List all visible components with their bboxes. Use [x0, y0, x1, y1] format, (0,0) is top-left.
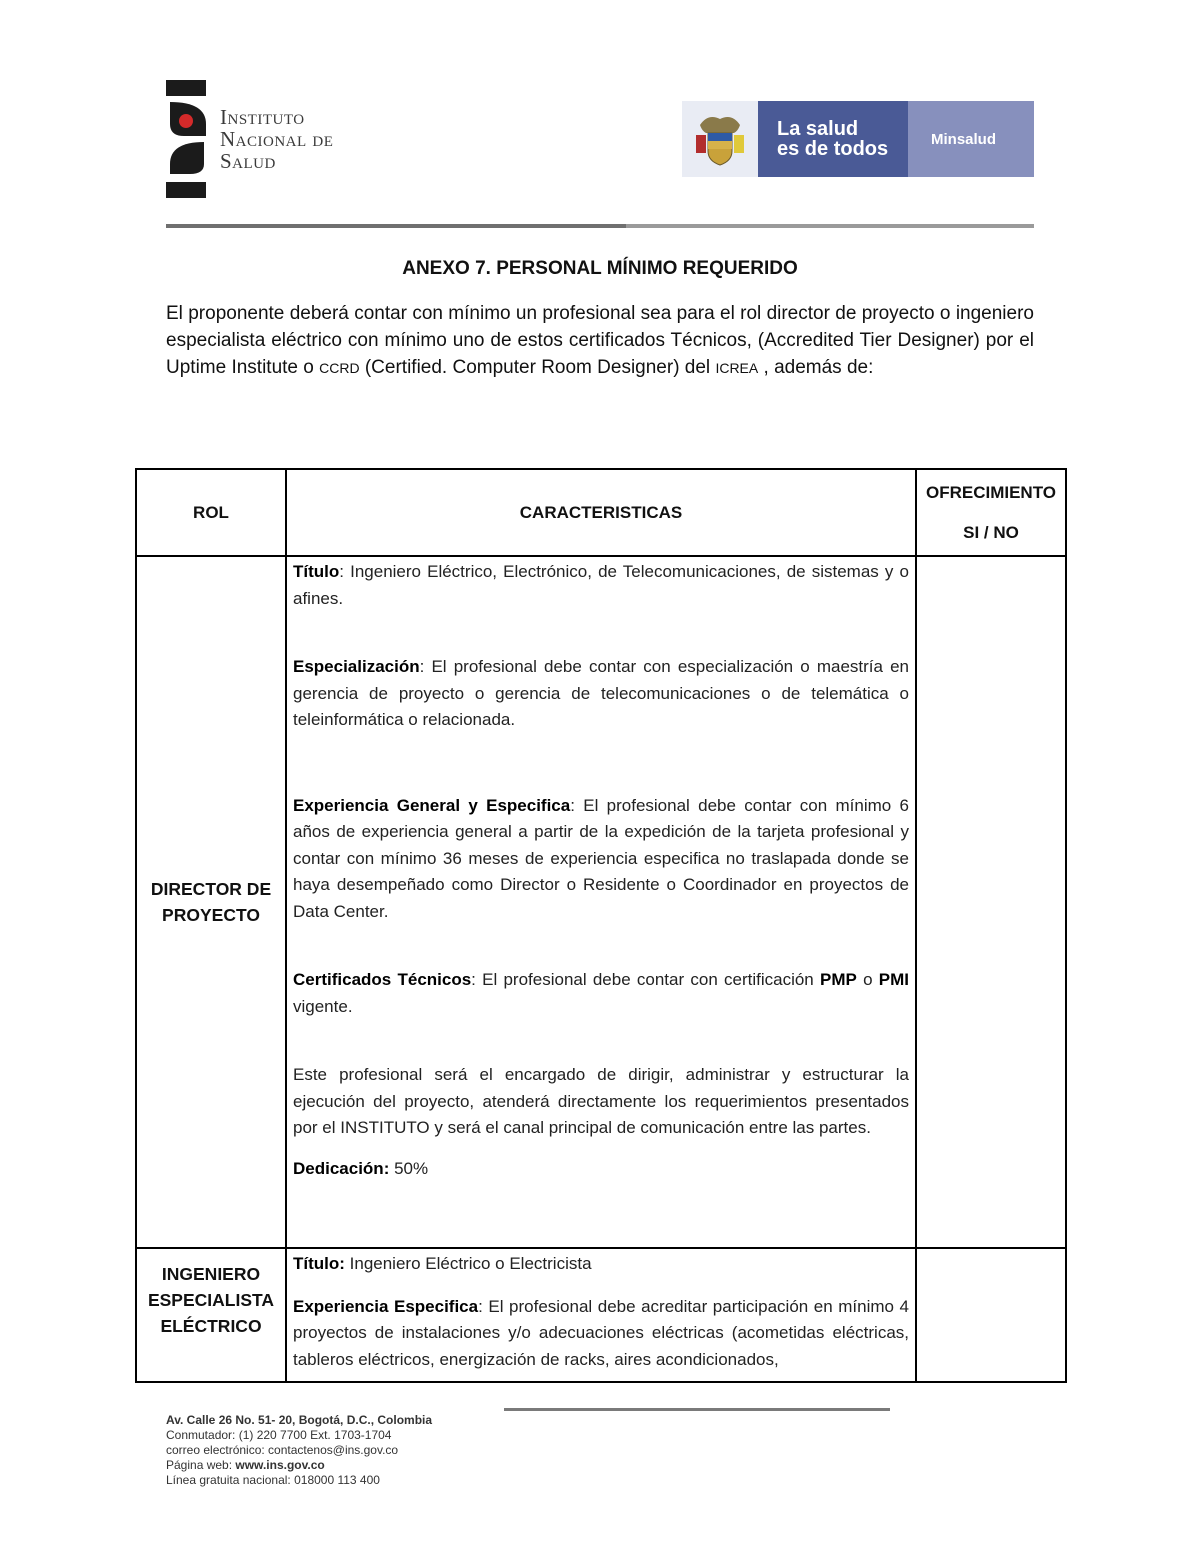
header-ofrecimiento	[916, 469, 1066, 556]
ins-logo-line1: Instituto	[220, 105, 305, 129]
req-experiencia-ing	[293, 1294, 909, 1370]
req-pmp: PMP	[820, 970, 857, 989]
req-vigente: vigente.	[293, 996, 353, 1016]
footer-hotline: Línea gratuita nacional: 018000 113 400	[166, 1473, 380, 1487]
footer-web-link[interactable]: www.ins.gov.co	[235, 1458, 325, 1472]
intro-ccrd: CCRD	[319, 360, 360, 376]
req-especializacion	[293, 654, 909, 734]
req-titulo	[293, 559, 909, 612]
req-o: o	[856, 970, 879, 989]
footer-divider	[504, 1408, 890, 1411]
intro-icrea: ICREA	[715, 360, 759, 376]
footer-phone: Conmutador: (1) 220 7700 Ext. 1703-1704	[166, 1428, 392, 1442]
rol-ingeniero-line3: ELÉCTRICO	[160, 1316, 262, 1336]
table-row	[136, 556, 1066, 1248]
rol-director	[136, 556, 286, 1248]
req-certificados-label: Certificados Técnicos	[293, 970, 472, 989]
req-pmi: PMI	[878, 970, 909, 989]
header-ofrecimiento-line2: SI / NO	[963, 522, 1019, 542]
ins-logo-line2: Nacional de	[220, 127, 334, 151]
req-titulo-ing-label: Título:	[293, 1254, 345, 1273]
req-dedicacion	[293, 1156, 909, 1183]
req-especializacion-label: Especialización	[293, 657, 420, 676]
ins-logo-text	[220, 106, 333, 172]
req-experiencia-ing-text: : El profesional debe acreditar participación en mínimo 4 proyectos de instalaciones y/o adecuaciones eléctricas (acometidas eléctricas, tableros eléctricos, energización de racks, aires acondicionados,	[293, 1296, 909, 1369]
req-titulo-text: : Ingeniero Eléctrico, Electrónico, de Telecomunicaciones, de sistemas y o afines.	[293, 562, 909, 608]
page-title: ANEXO 7. PERSONAL MÍNIMO REQUERIDO	[402, 258, 798, 279]
rol-ingeniero	[136, 1248, 286, 1382]
caracteristicas-director	[286, 556, 916, 1248]
req-experiencia-text: : El profesional debe contar con mínimo 6 años de experiencia general a partir de la expedición de la tarjeta profesional y contar con mínimo 36 meses de experiencia especifica no traslapada donde se haya desempeñado como Director o Residente o Coordinador en proyectos de Data Center.	[293, 795, 909, 921]
req-certificados-text: : El profesional debe contar con certificación	[471, 970, 820, 989]
table-row	[136, 1248, 1066, 1382]
intro-part2: (Certified. Computer Room Designer) del	[359, 357, 716, 378]
footer-email[interactable]: correo electrónico: contactenos@ins.gov.co	[166, 1443, 399, 1457]
minsalud-logo	[682, 101, 1034, 177]
ins-logo	[166, 80, 386, 200]
footer-web-label: Página web:	[166, 1458, 236, 1472]
req-experiencia	[293, 793, 909, 926]
footer-contact	[166, 1413, 432, 1488]
header-rol: ROL	[136, 469, 286, 556]
intro-part3: , además de:	[758, 357, 874, 378]
footer-web	[166, 1458, 432, 1473]
header-caracteristicas: CARACTERISTICAS	[286, 469, 916, 556]
ofrecimiento-ingeniero-cell[interactable]	[916, 1248, 1066, 1382]
intro-paragraph	[166, 300, 1034, 382]
req-experiencia-label: Experiencia General y Especifica	[293, 795, 571, 815]
req-titulo-ing-text: Ingeniero Eléctrico o Electricista	[344, 1254, 592, 1273]
requirements-table	[135, 468, 1067, 1383]
header-divider	[166, 224, 1034, 228]
coat-of-arms-icon	[682, 101, 758, 177]
minsalud-slogan	[758, 101, 908, 177]
req-descripcion: Este profesional será el encargado de dirigir, administrar y estructurar la ejecución del proyecto, atenderá directamente los requerimientos presentados por el INSTITUTO y será el canal principal de comunicación entre las partes.	[293, 1065, 909, 1137]
slogan-line1: La salud	[777, 118, 859, 140]
intro-part1: El proponente deberá contar con mínimo un profesional sea para el rol director de proyecto o ingeniero especialista eléctrico con mínimo uno de estos certificados Técnicos, (Accredited Tier Designer) por el Uptime Institute o	[166, 303, 1034, 378]
rol-director-label: DIRECTOR DE PROYECTO	[150, 879, 272, 925]
minsalud-name: Minsalud	[908, 101, 1034, 177]
footer-address: Av. Calle 26 No. 51- 20, Bogotá, D.C., Colombia	[166, 1413, 433, 1427]
rol-ingeniero-line2: ESPECIALISTA	[147, 1290, 275, 1310]
slogan-line2: es de todos	[777, 138, 889, 160]
caracteristicas-ingeniero-content	[293, 1251, 909, 1369]
req-dedicacion-text: 50%	[389, 1158, 429, 1178]
ofrecimiento-director-cell[interactable]	[916, 556, 1066, 1248]
rol-ingeniero-line1: INGENIERO	[161, 1264, 261, 1284]
header-ofrecimiento-line1: OFRECIMIENTO	[925, 482, 1057, 502]
req-experiencia-ing-label: Experiencia Especifica	[293, 1296, 479, 1316]
req-dedicacion-label: Dedicación:	[293, 1158, 390, 1178]
req-certificados	[293, 967, 909, 1020]
caracteristicas-ingeniero	[286, 1248, 916, 1382]
ins-logo-mark	[166, 80, 208, 198]
req-titulo-ing	[293, 1251, 909, 1278]
req-especializacion-text: : El profesional debe contar con especialización o maestría en gerencia de proyecto o gerencia de telecomunicaciones o de telemática o teleinformática o relacionada.	[293, 657, 909, 729]
ins-logo-line3: Salud	[220, 149, 276, 173]
req-titulo-label: Título	[293, 562, 340, 581]
table-header-row	[136, 469, 1066, 556]
